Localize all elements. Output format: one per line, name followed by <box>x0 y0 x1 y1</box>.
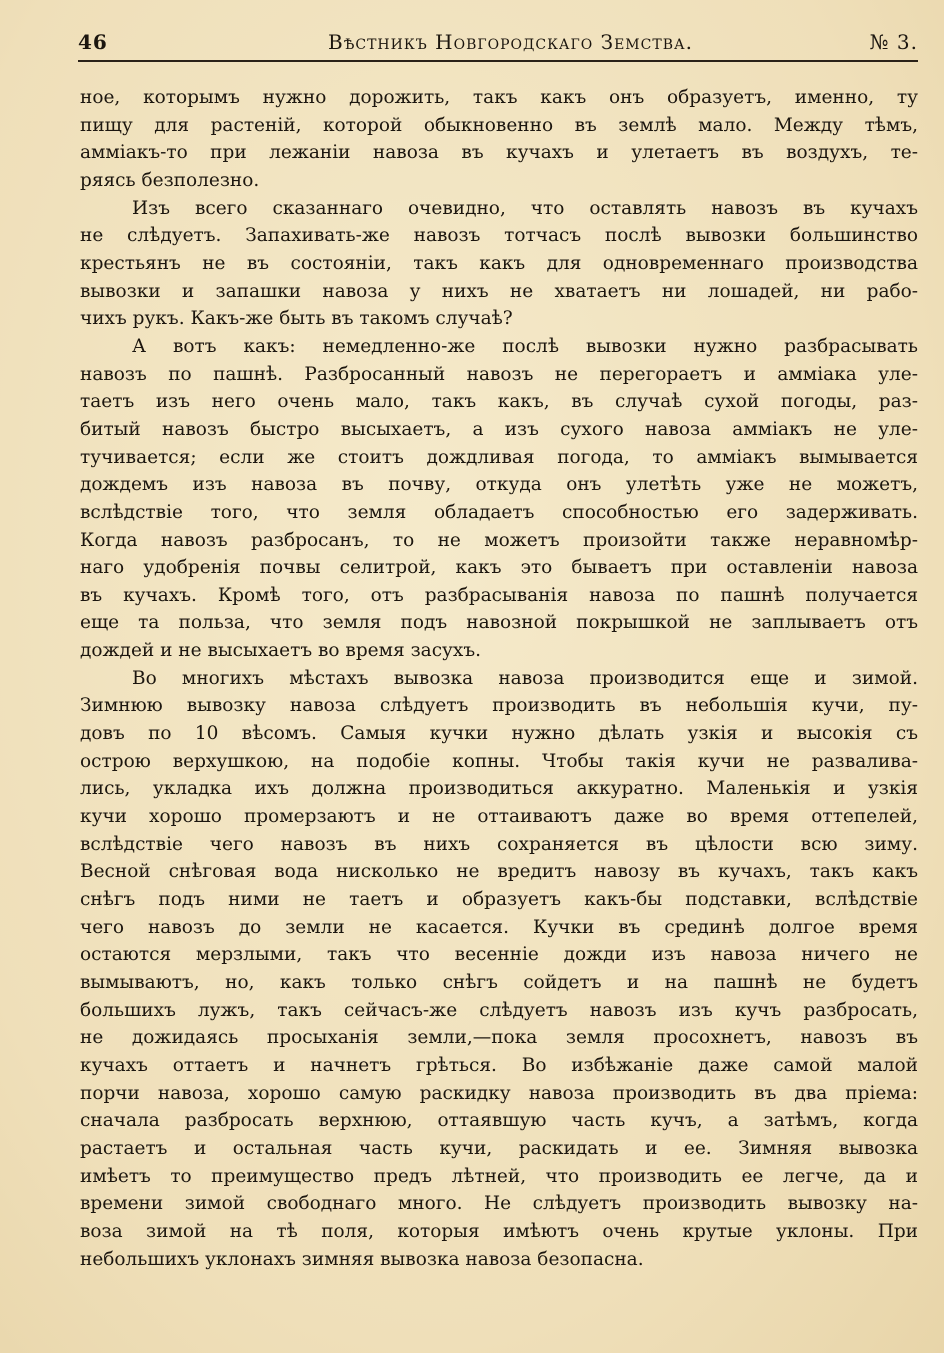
text-line: лись, укладка ихъ должна производиться аккуратно. Маленькія и узкія <box>80 778 918 800</box>
text-line: дождемъ изъ навоза въ почву, откуда онъ улетѣть уже не можетъ, <box>80 474 918 496</box>
text-line: навозъ по пашнѣ. Разбросанный навозъ не перегораетъ и амміака уле- <box>80 363 918 385</box>
text-line: остаются мерзлыми, такъ что весенніе дожди изъ навоза ничего не <box>80 944 918 966</box>
text-line: амміакъ-то при лежаніи навоза въ кучахъ и улетаетъ въ воздухъ, те- <box>80 142 918 164</box>
text-line: имѣетъ то преимущество предъ лѣтней, что производить ее легче, да и <box>80 1165 918 1187</box>
text-line: Изъ всего сказаннаго очевидно, что оставлять навозъ въ кучахъ <box>132 197 918 219</box>
article-text <box>80 84 918 1273</box>
text-line: ное, которымъ нужно дорожить, такъ какъ онъ образуетъ, именно, ту <box>80 87 918 108</box>
text-line: вывозки и запашки навоза у нихъ не хватаетъ ни лошадей, ни рабо- <box>80 280 918 302</box>
text-line: Зимнюю вывозку навоза слѣдуетъ производить въ небольшія кучи, пу- <box>80 695 918 717</box>
text-line: растаетъ и остальная часть кучи, раскидать и ее. Зимняя вывозка <box>80 1137 918 1159</box>
header-divider <box>78 60 918 62</box>
text-line: воза зимой на тѣ поля, которыя имѣютъ очень крутые уклоны. При <box>80 1220 918 1242</box>
text-line: острою верхушкою, на подобіе копны. Чтобы такія кучи не развалива- <box>80 750 918 772</box>
text-line: тучивается; если же стоитъ дождливая погода, то амміакъ вымывается <box>80 446 918 468</box>
text-line: наго удобренія почвы селитрой, какъ это бываетъ при оставленіи навоза <box>80 557 918 579</box>
text-line: сначала разбросать верхнюю, оттаявшую часть кучъ, а затѣмъ, когда <box>80 1110 918 1132</box>
page-number: 46 <box>78 30 108 54</box>
text-line: чего навозъ до земли не касается. Кучки въ срединѣ долгое время <box>80 916 918 938</box>
text-line: большихъ лужъ, такъ сейчасъ-же слѣдуетъ навозъ изъ кучъ разбросать, <box>80 999 918 1021</box>
text-line: кучи хорошо промерзаютъ и не оттаиваютъ даже во время оттепелей, <box>80 806 918 828</box>
text-line: Во многихъ мѣстахъ вывозка навоза производится еще и зимой. <box>132 667 918 689</box>
running-title: Вѣстникъ Новгородскаго Земства. <box>328 30 693 54</box>
text-line: времени зимой свободнаго много. Не слѣдуетъ производить вывозку на- <box>80 1193 918 1215</box>
text-line: А вотъ какъ: немедленно-же послѣ вывозки нужно разбрасывать <box>132 335 918 357</box>
text-line: не дожидаясь просыханія земли,—пока земля просохнетъ, навозъ въ <box>80 1027 918 1049</box>
page-header <box>78 26 918 60</box>
text-line: порчи навоза, хорошо самую раскидку навоза производить въ два пріема: <box>80 1082 918 1104</box>
text-line: вслѣдствіе чего навозъ въ нихъ сохраняется въ цѣлости всю зиму. <box>80 833 918 855</box>
text-line: не слѣдуетъ. Запахивать-же навозъ тотчасъ послѣ вывозки большинство <box>80 225 918 247</box>
text-line: таетъ изъ него очень мало, такъ какъ, въ случаѣ сухой погоды, раз- <box>80 391 918 413</box>
text-line: вымываютъ, но, какъ только снѣгъ сойдетъ и на пашнѣ не будетъ <box>80 972 918 993</box>
text-line: еще та польза, что земля подъ навозной покрышкой не заплываетъ отъ <box>80 612 918 634</box>
text-line: ряясь безполезно. <box>80 169 260 191</box>
text-line: небольшихъ уклонахъ зимняя вывозка навоза безопасна. <box>80 1248 644 1270</box>
text-line: Когда навозъ разбросанъ, то не можетъ произойти также неравномѣр- <box>80 529 918 551</box>
text-line: вслѣдствіе того, что земля обладаетъ способностью его задерживать. <box>80 501 918 523</box>
text-line: крестьянъ не въ состояніи, такъ какъ для одновременнаго производства <box>80 252 918 274</box>
text-line: кучахъ оттаетъ и начнетъ грѣться. Во избѣжаніе даже самой малой <box>80 1054 918 1076</box>
text-line: пищу для растеній, которой обыкновенно въ землѣ мало. Между тѣмъ, <box>80 114 918 136</box>
text-line: битый навозъ быстро высыхаетъ, а изъ сухого навоза амміакъ не уле- <box>80 418 918 440</box>
text-line: чихъ рукъ. Какъ-же быть въ такомъ случаѣ? <box>80 308 513 330</box>
issue-number: № 3. <box>869 30 918 54</box>
text-line: Весной снѣговая вода нисколько не вредитъ навозу въ кучахъ, такъ какъ <box>80 861 918 883</box>
text-line: довъ по 10 вѣсомъ. Самыя кучки нужно дѣлать узкія и высокія съ <box>80 723 918 745</box>
text-line: въ кучахъ. Кромѣ того, отъ разбрасыванія навоза по пашнѣ получается <box>80 584 918 606</box>
text-line: снѣгъ подъ ними не таетъ и образуетъ какъ-бы подставки, вслѣдствіе <box>80 889 918 911</box>
text-line: дождей и не высыхаетъ во время засухъ. <box>80 640 482 662</box>
